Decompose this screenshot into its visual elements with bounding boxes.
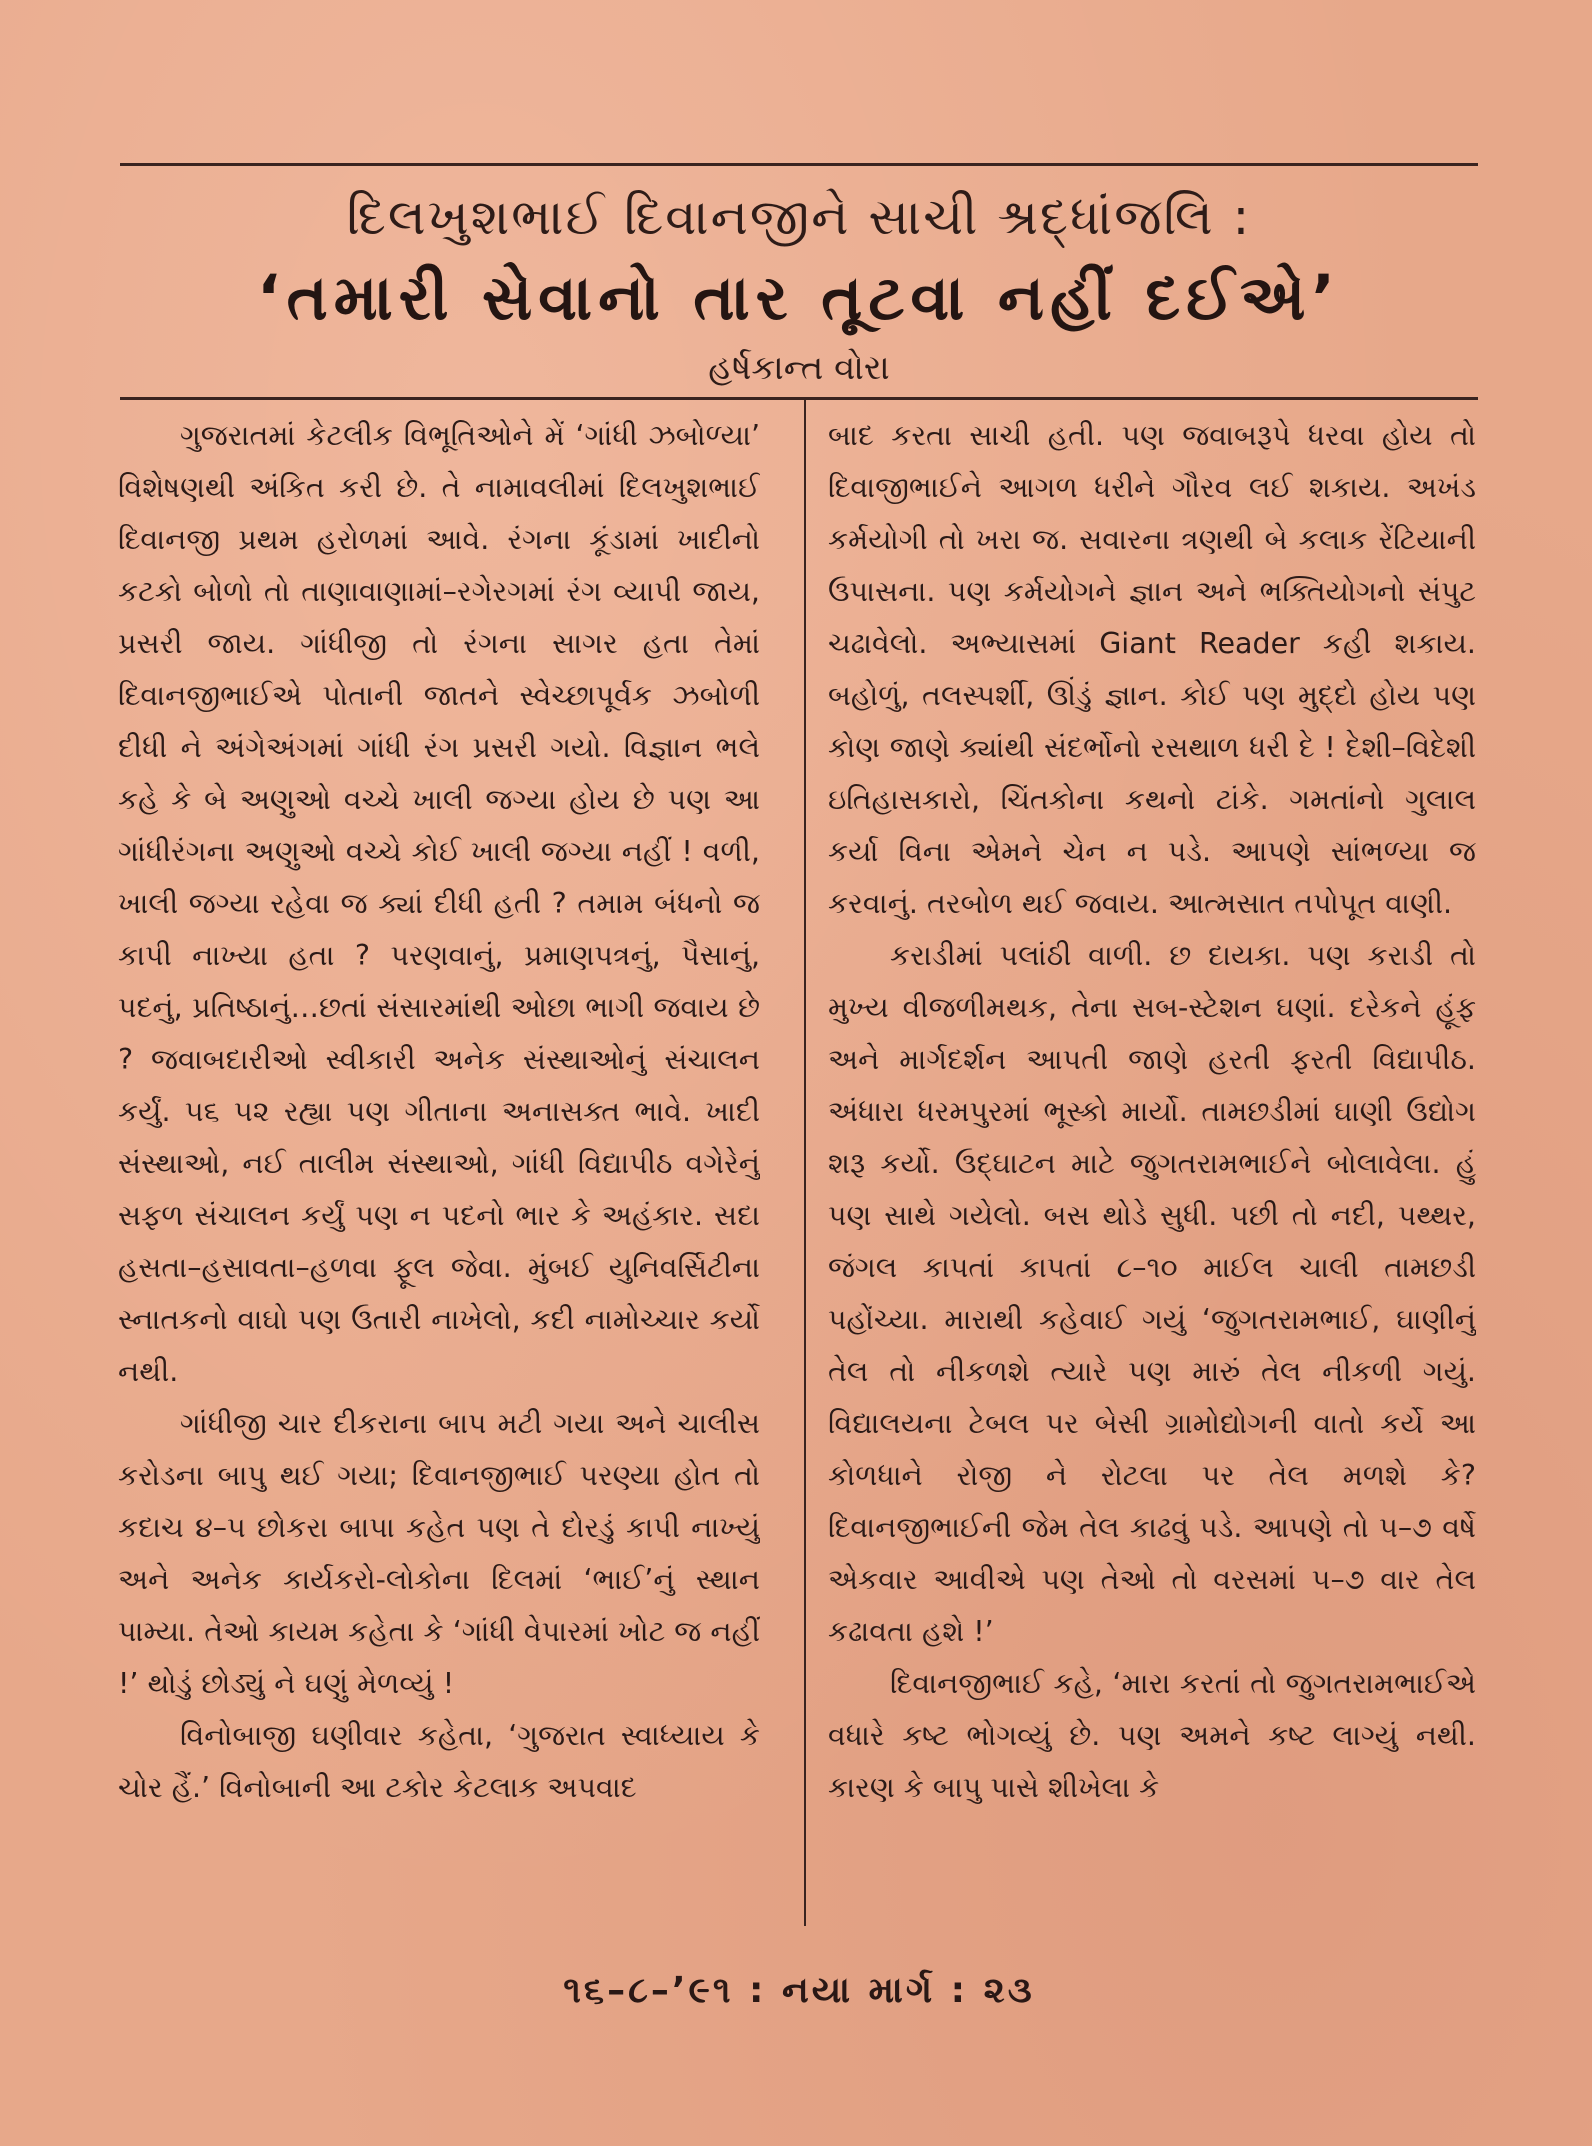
paragraph: બાદ કરતા સાચી હતી. પણ જવાબરૂપે ધરવા હોય તો દિવાજીભાઈને આગળ ધરીને ગૌરવ લઈ શકાય. અખંડ કર્મયોગી તો ખરા જ. સવારના ત્રણથી બે કલાક રેંટિયાની ઉપાસના. પણ કર્મયોગને જ્ઞાન અને ભક્તિયોગનો સંપુટ ચઢાવેલો. અભ્યાસમાં Giant Reader કહી શકાય. બહોળું, તલસ્પર્શી, ઊંડું જ્ઞાન. કોઈ પણ મુદ્દો હોય પણ કોણ જાણે ક્યાંથી સંદર્ભોનો રસથાળ ધરી દે ! દેશી–વિદેશી ઇતિહાસકારો, ચિંતકોના કથનો ટાંકે. ગમતાંનો ગુલાલ કર્યા વિના એમને ચેન ન પડે. આપણે સાંભળ્યા જ કરવાનું. તરબોળ થઈ જવાય. આત્મસાત તપોપૂત વાણી.	[828, 419, 1476, 920]
article-byline: હર્ષકાન્ત વોરા	[708, 348, 890, 388]
article-kicker: દિલખુશભાઈ દિવાનજીને સાચી શ્રદ્ધાંજલિ :	[346, 188, 1252, 246]
right-column	[828, 410, 1476, 1950]
heading-rule	[120, 397, 1478, 400]
paragraph: ગાંધીજી ચાર દીકરાના બાપ મટી ગયા અને ચાલીસ કરોડના બાપુ થઈ ગયા; દિવાનજીભાઈ પરણ્યા હોત તો કદાચ ૪–૫ છોકરા બાપા કહેત પણ તે દોરડું કાપી નાખ્યું અને અનેક કાર્યકરો-લોકોના દિલમાં ‘ભાઈ’નું સ્થાન પામ્યા. તેઓ કાયમ કહેતા કે ‘ગાંધી વેપારમાં ખોટ જ નહીં !’ થોડું છોડ્યું ને ઘણું મેળવ્યું !	[118, 1407, 760, 1700]
top-rule	[120, 163, 1478, 166]
column-divider	[804, 398, 806, 1926]
left-column	[118, 410, 760, 1950]
paragraph: વિનોબાજી ઘણીવાર કહેતા, ‘ગુજરાત સ્વાધ્યાય કે ચોર હૈં.’ વિનોબાની આ ટકોર કેટલાક અપવાદ	[118, 1719, 760, 1804]
page-footer: ૧૬–૮–’૯૧ : નયા માર્ગ : ૨૩	[563, 1970, 1035, 2011]
paragraph: કરાડીમાં પલાંઠી વાળી. છ દાયકા. પણ કરાડી તો મુખ્ય વીજળીમથક, તેના સબ-સ્ટેશન ઘણાં. દરેકને હૂંફ અને માર્ગદર્શન આપતી જાણે હરતી ફરતી વિદ્યાપીઠ. અંધારા ધરમપુરમાં ભૂસ્કો માર્યો. તામછડીમાં ઘાણી ઉદ્યોગ શરૂ કર્યો. ઉદ્ઘાટન માટે જુગતરામભાઈને બોલાવેલા. હું પણ સાથે ગયેલો. બસ થોડે સુધી. પછી તો નદી, પથ્થર, જંગલ કાપતાં કાપતાં ૮–૧૦ માઈલ ચાલી તામછડી પહોંચ્યા. મારાથી કહેવાઈ ગયું ‘જુગતરામભાઈ, ઘાણીનું તેલ તો નીકળશે ત્યારે પણ મારું તેલ નીકળી ગયું. વિદ્યાલયના ટેબલ પર બેસી ગ્રામોદ્યોગની વાતો કર્યે આ કોળધાને રોજી ને રોટલા પર તેલ મળશે કે? દિવાનજીભાઈની જેમ તેલ કાઢવું પડે. આપણે તો ૫–૭ વર્ષે એકવાર આવીએ પણ તેઓ તો વરસમાં ૫–૭ વાર તેલ કઢાવતા હશે !’	[828, 939, 1476, 1648]
article-headline: ‘તમારી સેવાનો તાર તૂટવા નહીં દઈએ’	[257, 261, 1341, 334]
paragraph: દિવાનજીભાઈ કહે, ‘મારા કરતાં તો જુગતરામભાઈએ વધારે કષ્ટ ભોગવ્યું છે. પણ અમને કષ્ટ લાગ્યું નથી. કારણ કે બાપુ પાસે શીખેલા કે	[828, 1667, 1476, 1804]
paragraph: ગુજરાતમાં કેટલીક વિભૂતિઓને મેં ‘ગાંધી ઝબોળ્યા’ વિશેષણથી અંકિત કરી છે. તે નામાવલીમાં દિલખુશભાઈ દિવાનજી પ્રથમ હરોળમાં આવે. રંગના કૂંડામાં ખાદીનો કટકો બોળો તો તાણાવાણામાં–રગેરગમાં રંગ વ્યાપી જાય, પ્રસરી જાય. ગાંધીજી તો રંગના સાગર હતા તેમાં દિવાનજીભાઈએ પોતાની જાતને સ્વેચ્છાપૂર્વક ઝબોળી દીધી ને અંગેઅંગમાં ગાંધી રંગ પ્રસરી ગયો. વિજ્ઞાન ભલે કહે કે બે અણુઓ વચ્ચે ખાલી જગ્યા હોય છે પણ આ ગાંધીરંગના અણુઓ વચ્ચે કોઈ ખાલી જગ્યા નહીં ! વળી, ખાલી જગ્યા રહેવા જ ક્યાં દીધી હતી ? તમામ બંધનો જ કાપી નાખ્યા હતા ? પરણવાનું, પ્રમાણપત્રનું, પૈસાનું, પદનું, પ્રતિષ્ઠાનું…છતાં સંસારમાંથી ઓછા ભાગી જવાય છે ? જવાબદારીઓ સ્વીકારી અનેક સંસ્થાઓનું સંચાલન કર્યું. ૫૬ ૫૨ રહ્યા પણ ગીતાના અનાસક્ત ભાવે. ખાદી સંસ્થાઓ, નઈ તાલીમ સંસ્થાઓ, ગાંધી વિદ્યાપીઠ વગેરેનું સફળ સંચાલન કર્યું પણ ન પદનો ભાર કે અહંકાર. સદા હસતા–હસાવતા–હળવા ફૂલ જેવા. મુંબઈ યુનિવર્સિટીના સ્નાતકનો વાઘો પણ ઉતારી નાખેલો, કદી નામોચ્ચાર કર્યો નથી.	[118, 419, 760, 1388]
